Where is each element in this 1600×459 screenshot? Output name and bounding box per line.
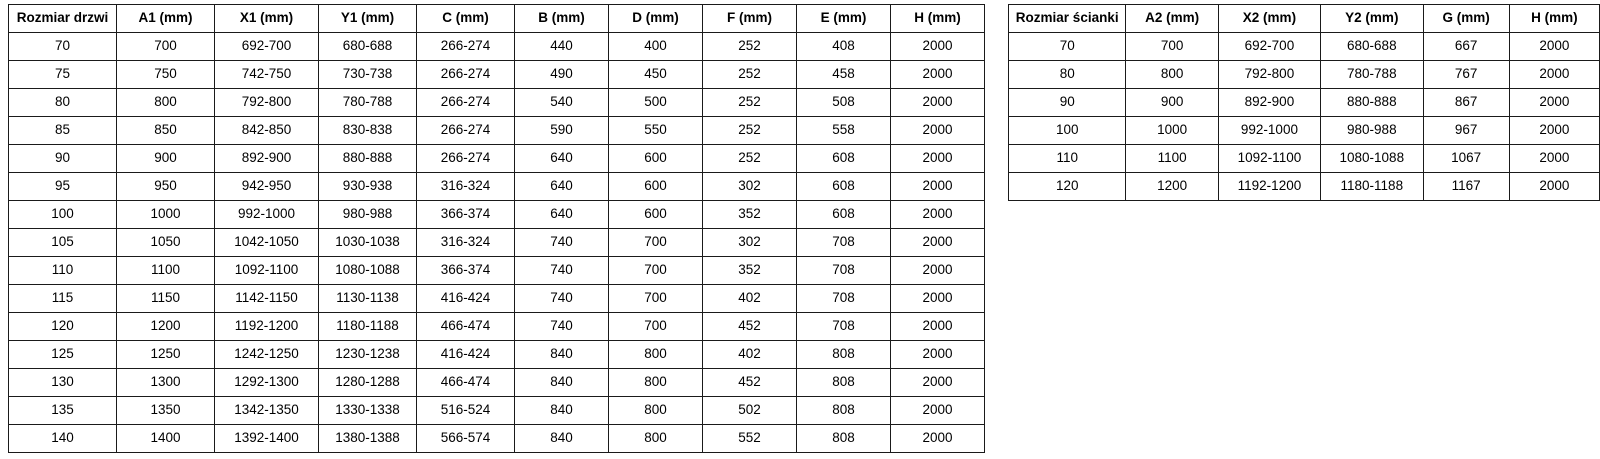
doors-table-cell: 808 <box>797 397 891 425</box>
doors-table-cell: 366-374 <box>417 201 515 229</box>
doors-table-cell: 490 <box>515 61 609 89</box>
doors-table-cell: 808 <box>797 369 891 397</box>
walls-table-cell: 792-800 <box>1218 61 1320 89</box>
doors-table-cell: 1330-1338 <box>319 397 417 425</box>
table-row <box>9 229 985 257</box>
doors-table-cell: 800 <box>117 89 215 117</box>
walls-dimensions-table-container <box>1008 4 1600 201</box>
doors-table-cell: 550 <box>609 117 703 145</box>
doors-table-cell: 458 <box>797 61 891 89</box>
walls-table-cell: 992-1000 <box>1218 117 1320 145</box>
doors-table-cell: 800 <box>609 341 703 369</box>
table-row <box>9 369 985 397</box>
walls-table-cell: 980-988 <box>1321 117 1423 145</box>
doors-table-column-header: A1 (mm) <box>117 5 215 33</box>
doors-table-cell: 892-900 <box>215 145 319 173</box>
doors-table-cell: 266-274 <box>417 117 515 145</box>
doors-table-cell: 302 <box>703 173 797 201</box>
doors-table-cell: 1192-1200 <box>215 313 319 341</box>
doors-dimensions-table-container <box>8 4 985 453</box>
doors-table-cell: 1050 <box>117 229 215 257</box>
doors-table-cell: 730-738 <box>319 61 417 89</box>
doors-table-cell: 600 <box>609 173 703 201</box>
doors-table-head <box>9 5 985 33</box>
walls-table-head <box>1009 5 1600 33</box>
doors-table-cell: 750 <box>117 61 215 89</box>
doors-table-body <box>9 33 985 453</box>
doors-table-cell: 75 <box>9 61 117 89</box>
walls-table-cell: 2000 <box>1509 61 1599 89</box>
doors-table-cell: 708 <box>797 229 891 257</box>
doors-table-cell: 452 <box>703 369 797 397</box>
doors-table-cell: 80 <box>9 89 117 117</box>
doors-table-cell: 740 <box>515 313 609 341</box>
table-row <box>9 313 985 341</box>
doors-table-cell: 2000 <box>891 285 985 313</box>
doors-table-cell: 950 <box>117 173 215 201</box>
doors-table-cell: 266-274 <box>417 33 515 61</box>
walls-table-cell: 1200 <box>1126 173 1218 201</box>
walls-table-cell: 667 <box>1423 33 1509 61</box>
doors-table-cell: 1180-1188 <box>319 313 417 341</box>
doors-table-cell: 135 <box>9 397 117 425</box>
walls-table-column-header: Rozmiar ścianki <box>1009 5 1126 33</box>
doors-table-cell: 590 <box>515 117 609 145</box>
doors-table-cell: 2000 <box>891 313 985 341</box>
doors-table-cell: 2000 <box>891 341 985 369</box>
walls-table-cell: 1180-1188 <box>1321 173 1423 201</box>
doors-table-cell: 408 <box>797 33 891 61</box>
doors-table-cell: 800 <box>609 397 703 425</box>
doors-table-column-header: Y1 (mm) <box>319 5 417 33</box>
walls-table-column-header: Y2 (mm) <box>1321 5 1423 33</box>
doors-table-cell: 1250 <box>117 341 215 369</box>
doors-table-cell: 316-324 <box>417 229 515 257</box>
doors-table-cell: 566-574 <box>417 425 515 453</box>
doors-table-cell: 252 <box>703 33 797 61</box>
walls-table-cell: 800 <box>1126 61 1218 89</box>
doors-table-cell: 500 <box>609 89 703 117</box>
doors-table-cell: 700 <box>609 229 703 257</box>
doors-table-cell: 105 <box>9 229 117 257</box>
walls-table-column-header: H (mm) <box>1509 5 1599 33</box>
doors-table-cell: 1280-1288 <box>319 369 417 397</box>
doors-table-cell: 840 <box>515 341 609 369</box>
doors-table-cell: 1350 <box>117 397 215 425</box>
doors-table-cell: 452 <box>703 313 797 341</box>
doors-table-cell: 2000 <box>891 257 985 285</box>
doors-table-cell: 266-274 <box>417 89 515 117</box>
doors-table-cell: 2000 <box>891 173 985 201</box>
doors-table-cell: 792-800 <box>215 89 319 117</box>
doors-table-column-header: H (mm) <box>891 5 985 33</box>
doors-table-cell: 1150 <box>117 285 215 313</box>
doors-table-cell: 540 <box>515 89 609 117</box>
table-row <box>9 89 985 117</box>
walls-table-cell: 100 <box>1009 117 1126 145</box>
doors-table-cell: 252 <box>703 89 797 117</box>
doors-table-cell: 466-474 <box>417 369 515 397</box>
doors-table-column-header: B (mm) <box>515 5 609 33</box>
table-header-row <box>9 5 985 33</box>
doors-table-cell: 740 <box>515 229 609 257</box>
doors-table-cell: 302 <box>703 229 797 257</box>
doors-table-cell: 608 <box>797 145 891 173</box>
doors-table-cell: 600 <box>609 201 703 229</box>
walls-table-cell: 967 <box>1423 117 1509 145</box>
doors-table-cell: 850 <box>117 117 215 145</box>
doors-table-cell: 2000 <box>891 397 985 425</box>
doors-table-cell: 1042-1050 <box>215 229 319 257</box>
walls-table-cell: 1192-1200 <box>1218 173 1320 201</box>
walls-table-cell: 1100 <box>1126 145 1218 173</box>
doors-table-cell: 830-838 <box>319 117 417 145</box>
table-row <box>9 341 985 369</box>
doors-table-cell: 1030-1038 <box>319 229 417 257</box>
walls-table-cell: 767 <box>1423 61 1509 89</box>
doors-table-cell: 900 <box>117 145 215 173</box>
table-row <box>9 285 985 313</box>
doors-table-cell: 808 <box>797 425 891 453</box>
doors-table-cell: 130 <box>9 369 117 397</box>
doors-table-cell: 2000 <box>891 425 985 453</box>
doors-table-cell: 1242-1250 <box>215 341 319 369</box>
doors-table-cell: 608 <box>797 173 891 201</box>
doors-table-cell: 252 <box>703 117 797 145</box>
doors-table-cell: 708 <box>797 257 891 285</box>
doors-table-cell: 880-888 <box>319 145 417 173</box>
table-row <box>1009 61 1600 89</box>
walls-table-cell: 867 <box>1423 89 1509 117</box>
walls-table-cell: 2000 <box>1509 89 1599 117</box>
doors-table-cell: 125 <box>9 341 117 369</box>
doors-table-cell: 2000 <box>891 117 985 145</box>
doors-table-cell: 1092-1100 <box>215 257 319 285</box>
doors-table-cell: 740 <box>515 257 609 285</box>
walls-table-cell: 2000 <box>1509 145 1599 173</box>
doors-table-cell: 700 <box>609 257 703 285</box>
doors-table-cell: 416-424 <box>417 341 515 369</box>
walls-table-column-header: X2 (mm) <box>1218 5 1320 33</box>
walls-table-body <box>1009 33 1600 201</box>
doors-table-cell: 115 <box>9 285 117 313</box>
doors-table-cell: 608 <box>797 201 891 229</box>
doors-table-cell: 120 <box>9 313 117 341</box>
doors-table-cell: 742-750 <box>215 61 319 89</box>
doors-table-cell: 1400 <box>117 425 215 453</box>
doors-table-cell: 140 <box>9 425 117 453</box>
table-row <box>9 201 985 229</box>
table-header-row <box>1009 5 1600 33</box>
doors-table-cell: 1230-1238 <box>319 341 417 369</box>
doors-table-cell: 1292-1300 <box>215 369 319 397</box>
walls-table-column-header: A2 (mm) <box>1126 5 1218 33</box>
doors-table-cell: 502 <box>703 397 797 425</box>
walls-table-cell: 90 <box>1009 89 1126 117</box>
doors-table-cell: 640 <box>515 145 609 173</box>
doors-table-cell: 95 <box>9 173 117 201</box>
doors-table-cell: 2000 <box>891 201 985 229</box>
table-row <box>9 117 985 145</box>
doors-table-cell: 1392-1400 <box>215 425 319 453</box>
doors-table-cell: 842-850 <box>215 117 319 145</box>
doors-table-cell: 780-788 <box>319 89 417 117</box>
doors-table-cell: 400 <box>609 33 703 61</box>
doors-table-cell: 840 <box>515 369 609 397</box>
table-row <box>9 425 985 453</box>
doors-table-cell: 700 <box>117 33 215 61</box>
doors-table-cell: 416-424 <box>417 285 515 313</box>
doors-table-column-header: E (mm) <box>797 5 891 33</box>
walls-table-cell: 1067 <box>1423 145 1509 173</box>
walls-table-cell: 680-688 <box>1321 33 1423 61</box>
doors-table-cell: 992-1000 <box>215 201 319 229</box>
doors-table-cell: 252 <box>703 145 797 173</box>
table-row <box>9 257 985 285</box>
table-row <box>9 145 985 173</box>
doors-table-cell: 266-274 <box>417 145 515 173</box>
doors-table-cell: 508 <box>797 89 891 117</box>
walls-table-cell: 700 <box>1126 33 1218 61</box>
doors-table-cell: 2000 <box>891 229 985 257</box>
walls-table-column-header: G (mm) <box>1423 5 1509 33</box>
doors-table-cell: 402 <box>703 341 797 369</box>
table-row <box>1009 145 1600 173</box>
walls-table-cell: 1092-1100 <box>1218 145 1320 173</box>
doors-table-cell: 840 <box>515 425 609 453</box>
doors-table-cell: 1142-1150 <box>215 285 319 313</box>
doors-table-cell: 70 <box>9 33 117 61</box>
doors-table-cell: 2000 <box>891 369 985 397</box>
doors-table-cell: 352 <box>703 201 797 229</box>
doors-table-cell: 980-988 <box>319 201 417 229</box>
doors-table-cell: 440 <box>515 33 609 61</box>
walls-table-cell: 900 <box>1126 89 1218 117</box>
table-row <box>9 397 985 425</box>
doors-table-cell: 708 <box>797 285 891 313</box>
walls-table-cell: 1167 <box>1423 173 1509 201</box>
walls-table-cell: 692-700 <box>1218 33 1320 61</box>
doors-table-cell: 466-474 <box>417 313 515 341</box>
doors-table-cell: 640 <box>515 201 609 229</box>
doors-table-cell: 110 <box>9 257 117 285</box>
doors-table-cell: 85 <box>9 117 117 145</box>
doors-table-cell: 1342-1350 <box>215 397 319 425</box>
doors-dimensions-table <box>8 4 985 453</box>
doors-table-column-header: D (mm) <box>609 5 703 33</box>
doors-table-cell: 1130-1138 <box>319 285 417 313</box>
table-row <box>9 61 985 89</box>
doors-table-cell: 2000 <box>891 61 985 89</box>
walls-table-cell: 2000 <box>1509 33 1599 61</box>
doors-table-cell: 930-938 <box>319 173 417 201</box>
doors-table-cell: 352 <box>703 257 797 285</box>
table-row <box>1009 117 1600 145</box>
walls-dimensions-table <box>1008 4 1600 201</box>
doors-table-column-header: Rozmiar drzwi <box>9 5 117 33</box>
walls-table-cell: 2000 <box>1509 117 1599 145</box>
walls-table-cell: 110 <box>1009 145 1126 173</box>
walls-table-cell: 80 <box>1009 61 1126 89</box>
doors-table-cell: 450 <box>609 61 703 89</box>
doors-table-cell: 1100 <box>117 257 215 285</box>
doors-table-cell: 800 <box>609 425 703 453</box>
doors-table-cell: 2000 <box>891 89 985 117</box>
doors-table-cell: 2000 <box>891 145 985 173</box>
doors-table-cell: 1080-1088 <box>319 257 417 285</box>
doors-table-cell: 708 <box>797 313 891 341</box>
doors-table-cell: 680-688 <box>319 33 417 61</box>
doors-table-cell: 316-324 <box>417 173 515 201</box>
walls-table-cell: 120 <box>1009 173 1126 201</box>
doors-table-cell: 1200 <box>117 313 215 341</box>
table-row <box>1009 173 1600 201</box>
doors-table-cell: 700 <box>609 313 703 341</box>
walls-table-cell: 780-788 <box>1321 61 1423 89</box>
doors-table-cell: 700 <box>609 285 703 313</box>
doors-table-column-header: X1 (mm) <box>215 5 319 33</box>
doors-table-cell: 252 <box>703 61 797 89</box>
walls-table-cell: 880-888 <box>1321 89 1423 117</box>
doors-table-column-header: F (mm) <box>703 5 797 33</box>
doors-table-cell: 800 <box>609 369 703 397</box>
doors-table-cell: 552 <box>703 425 797 453</box>
doors-table-cell: 1380-1388 <box>319 425 417 453</box>
doors-table-cell: 1300 <box>117 369 215 397</box>
doors-table-cell: 266-274 <box>417 61 515 89</box>
doors-table-cell: 692-700 <box>215 33 319 61</box>
table-row <box>1009 89 1600 117</box>
doors-table-cell: 558 <box>797 117 891 145</box>
doors-table-cell: 740 <box>515 285 609 313</box>
doors-table-cell: 402 <box>703 285 797 313</box>
table-row <box>9 33 985 61</box>
walls-table-cell: 1080-1088 <box>1321 145 1423 173</box>
doors-table-cell: 808 <box>797 341 891 369</box>
doors-table-cell: 2000 <box>891 33 985 61</box>
walls-table-cell: 2000 <box>1509 173 1599 201</box>
table-row <box>1009 33 1600 61</box>
doors-table-cell: 942-950 <box>215 173 319 201</box>
doors-table-column-header: C (mm) <box>417 5 515 33</box>
doors-table-cell: 90 <box>9 145 117 173</box>
doors-table-cell: 640 <box>515 173 609 201</box>
walls-table-cell: 892-900 <box>1218 89 1320 117</box>
doors-table-cell: 100 <box>9 201 117 229</box>
doors-table-cell: 600 <box>609 145 703 173</box>
doors-table-cell: 516-524 <box>417 397 515 425</box>
doors-table-cell: 840 <box>515 397 609 425</box>
walls-table-cell: 1000 <box>1126 117 1218 145</box>
walls-table-cell: 70 <box>1009 33 1126 61</box>
doors-table-cell: 366-374 <box>417 257 515 285</box>
table-row <box>9 173 985 201</box>
doors-table-cell: 1000 <box>117 201 215 229</box>
